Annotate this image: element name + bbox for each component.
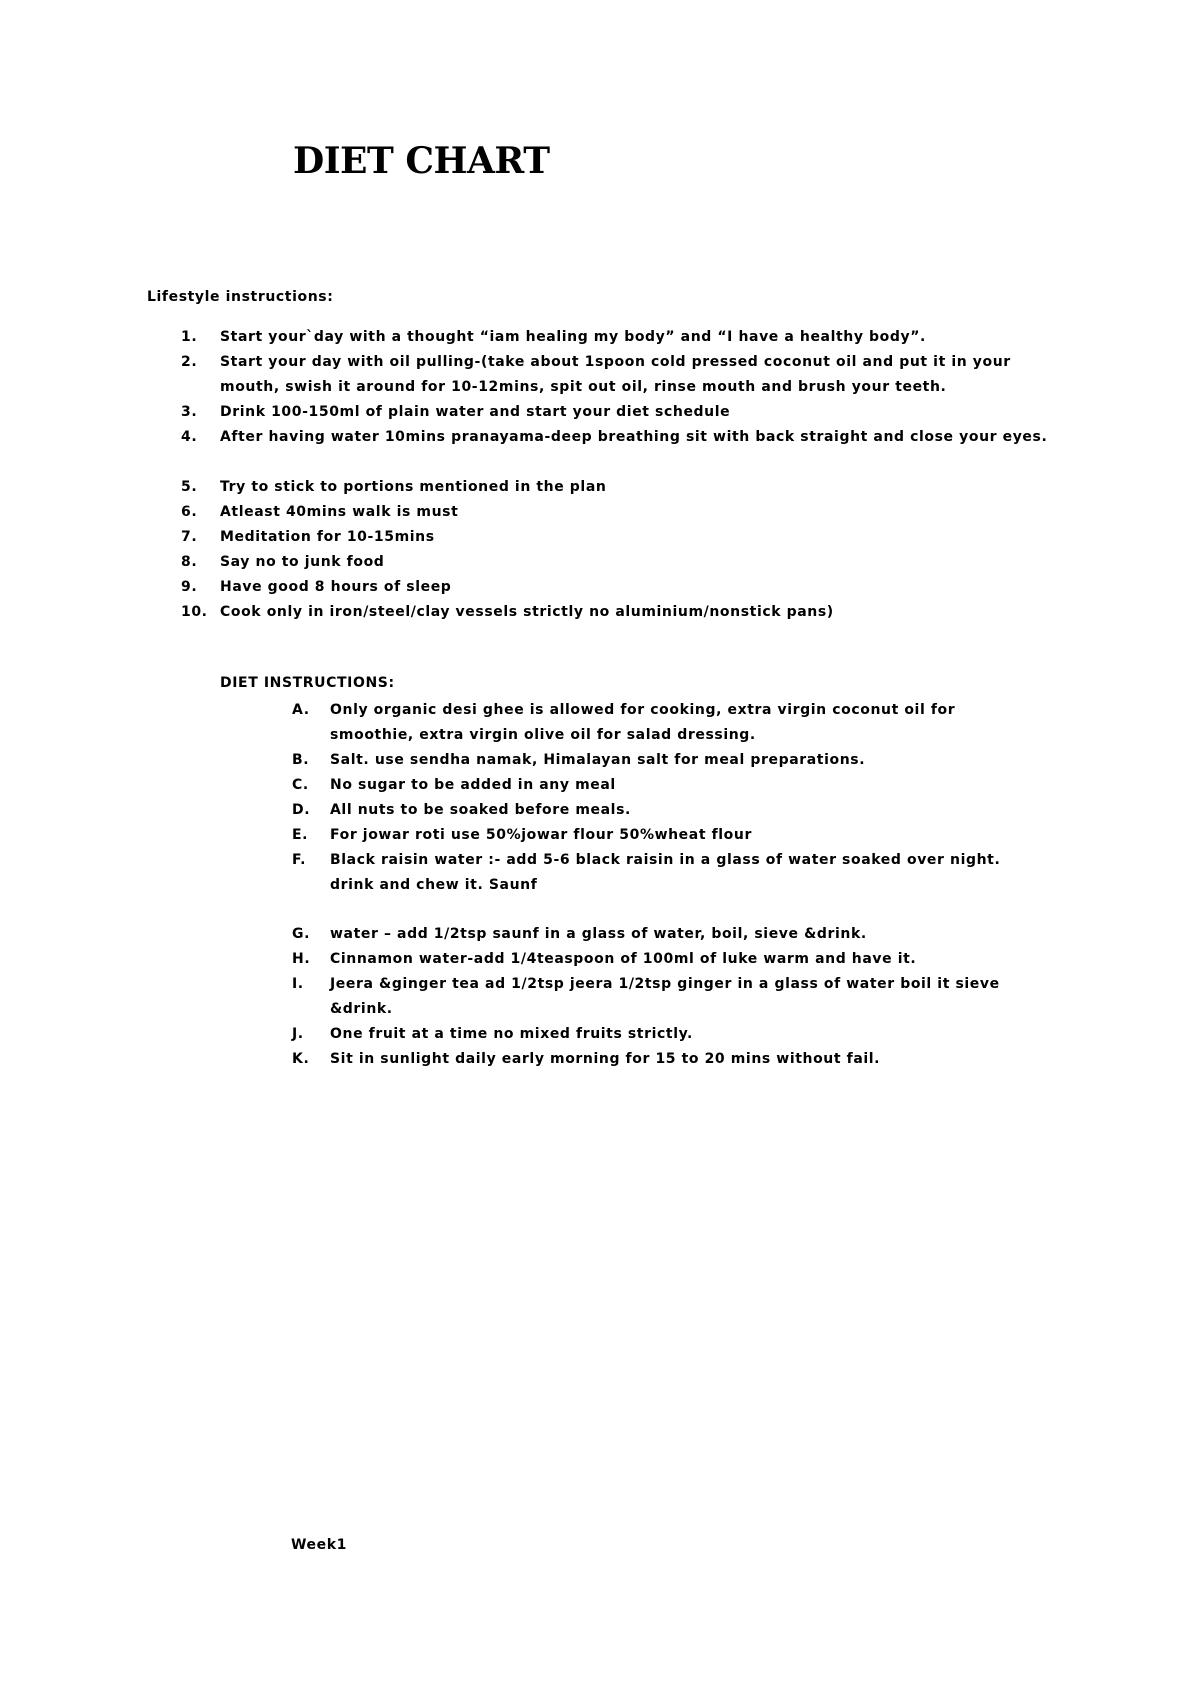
list-item-text: Black raisin water :- add 5-6 black raisin in a glass of water soaked over night. drink and chew it. Saunf [330,852,1001,893]
list-item [181,500,1051,525]
list-item-text: Have good 8 hours of sleep [220,579,452,595]
list-item [292,823,1042,848]
week-label: Week1 [291,1537,347,1553]
document-title: DIET CHART [293,140,550,182]
list-item [181,400,1051,425]
list-item [292,1047,1042,1072]
list-marker: E. [292,827,309,843]
list-marker: 5. [181,479,198,495]
list-marker: K. [292,1051,310,1067]
list-item-text: All nuts to be soaked before meals. [330,802,631,818]
list-marker: I. [292,976,304,992]
list-item [181,550,1051,575]
list-item-text: Jeera &ginger tea ad 1/2tsp jeera 1/2tsp ginger in a glass of water boil it sieve &drink. [330,976,1000,1017]
list-item [292,947,1042,972]
list-marker: D. [292,802,311,818]
list-item-text: Say no to junk food [220,554,385,570]
list-item [181,575,1051,600]
list-item [292,798,1042,823]
list-item-text: One fruit at a time no mixed fruits strictly. [330,1026,693,1042]
list-item [181,475,1051,500]
list-item-text: For jowar roti use 50%jowar flour 50%wheat flour [330,827,752,843]
list-marker: 4. [181,429,198,445]
list-item [292,922,1042,947]
list-marker: 8. [181,554,198,570]
list-marker: 6. [181,504,198,520]
list-marker: 1. [181,329,198,345]
list-marker: J. [292,1026,304,1042]
list-item-text: Salt. use sendha namak, Himalayan salt for meal preparations. [330,752,866,768]
list-item-text: Drink 100-150ml of plain water and start your diet schedule [220,404,731,420]
list-item [292,773,1042,798]
list-item [181,600,1051,625]
list-item [292,848,1042,898]
list-item-text: Atleast 40mins walk is must [220,504,459,520]
list-item-text: Cook only in iron/steel/clay vessels strictly no aluminium/nonstick pans) [220,604,834,620]
list-item-text: Start your`day with a thought “iam healing my body” and “I have a healthy body”. [220,329,926,345]
list-item [292,972,1042,1022]
list-item-text: Meditation for 10-15mins [220,529,435,545]
list-item-text: Start your day with oil pulling-(take about 1spoon cold pressed coconut oil and put it in your mouth, swish it around for 10-12mins, spit out oil, rinse mouth and brush your teeth. [220,354,1011,395]
list-marker: 9. [181,579,198,595]
list-marker: 2. [181,354,198,370]
list-item [181,325,1051,350]
list-item-text: Sit in sunlight daily early morning for 15 to 20 mins without fail. [330,1051,881,1067]
list-item-text: Cinnamon water-add 1/4teaspoon of 100ml of luke warm and have it. [330,951,917,967]
list-item [292,698,1042,748]
list-item-text: After having water 10mins pranayama-deep breathing sit with back straight and close your eyes. [220,429,1048,445]
list-marker: 7. [181,529,198,545]
list-item [181,425,1051,450]
list-item-text: water – add 1/2tsp saunf in a glass of water, boil, sieve &drink. [330,926,867,942]
list-marker: C. [292,777,309,793]
diet-instructions-heading: DIET INSTRUCTIONS: [220,675,395,691]
list-item-text: Try to stick to portions mentioned in the plan [220,479,607,495]
list-item [292,748,1042,773]
list-item [181,525,1051,550]
list-item-text: Only organic desi ghee is allowed for cooking, extra virgin coconut oil for smoothie, extra virgin olive oil for salad dressing. [330,702,956,743]
list-marker: B. [292,752,310,768]
list-marker: F. [292,852,307,868]
list-marker: A. [292,702,310,718]
list-item [181,350,1051,400]
list-marker: 10. [181,604,208,620]
list-marker: G. [292,926,311,942]
lifestyle-heading: Lifestyle instructions: [147,289,334,305]
list-marker: H. [292,951,311,967]
list-item [292,1022,1042,1047]
list-marker: 3. [181,404,198,420]
list-item-text: No sugar to be added in any meal [330,777,616,793]
